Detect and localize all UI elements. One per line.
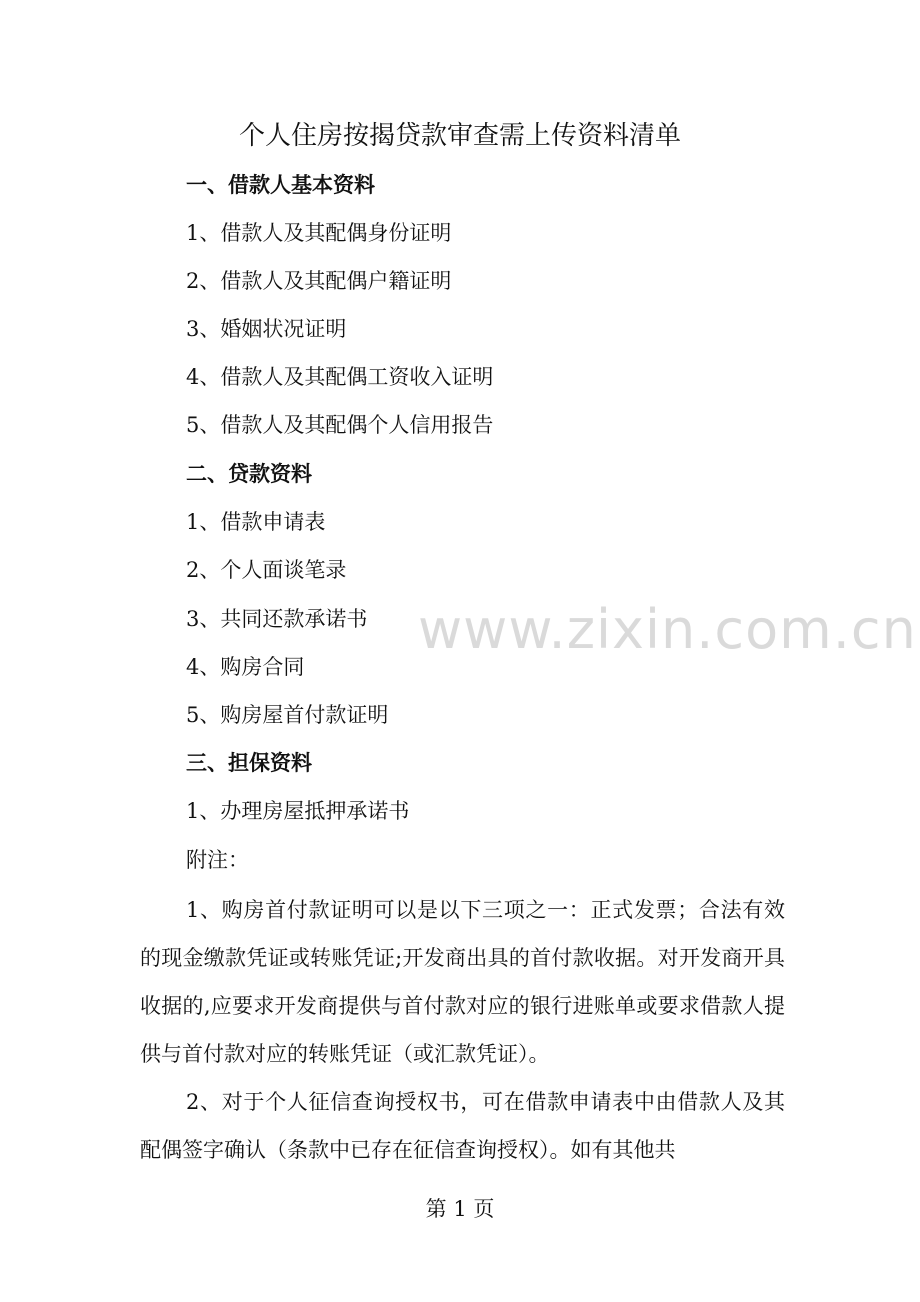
list-item: 2、借款人及其配偶户籍证明 bbox=[186, 269, 452, 293]
list-item: 1、借款人及其配偶身份证明 bbox=[186, 221, 452, 245]
list-item: 5、购房屋首付款证明 bbox=[186, 703, 389, 727]
list-item: 4、借款人及其配偶工资收入证明 bbox=[186, 365, 494, 389]
notes-label: 附注： bbox=[186, 848, 249, 872]
watermark: www.zixin.com.cn bbox=[418, 598, 917, 661]
page-title: 个人住房按揭贷款审查需上传资料清单 bbox=[238, 121, 681, 151]
list-item: 4、购房合同 bbox=[186, 655, 305, 679]
section-heading-borrower: 一、借款人基本资料 bbox=[186, 173, 375, 197]
list-item: 5、借款人及其配偶个人信用报告 bbox=[186, 413, 494, 437]
list-item: 2、个人面谈笔录 bbox=[186, 558, 347, 582]
note-paragraph-2: 2、对于个人征信查询授权书，可在借款申请表中由借款人及其配偶签字确认（条款中已存在征信查询授权）。如有其他共 bbox=[140, 1090, 785, 1162]
list-item: 1、办理房屋抵押承诺书 bbox=[186, 799, 410, 823]
section-heading-loan: 二、贷款资料 bbox=[186, 462, 312, 486]
list-item: 3、婚姻状况证明 bbox=[186, 317, 347, 341]
list-item: 1、借款申请表 bbox=[186, 510, 326, 534]
note-paragraph-1: 1、购房首付款证明可以是以下三项之一：正式发票；合法有效的现金缴款凭证或转账凭证;开发商出具的首付款收据。对开发商开具收据的,应要求开发商提供与首付款对应的银行进账单或要求借款人提供与首付款对应的转账凭证（或汇款凭证）。 bbox=[140, 898, 785, 1066]
list-item: 3、共同还款承诺书 bbox=[186, 607, 368, 631]
page-number: 第 1 页 bbox=[425, 1197, 495, 1221]
section-heading-guarantee: 三、担保资料 bbox=[186, 751, 312, 775]
